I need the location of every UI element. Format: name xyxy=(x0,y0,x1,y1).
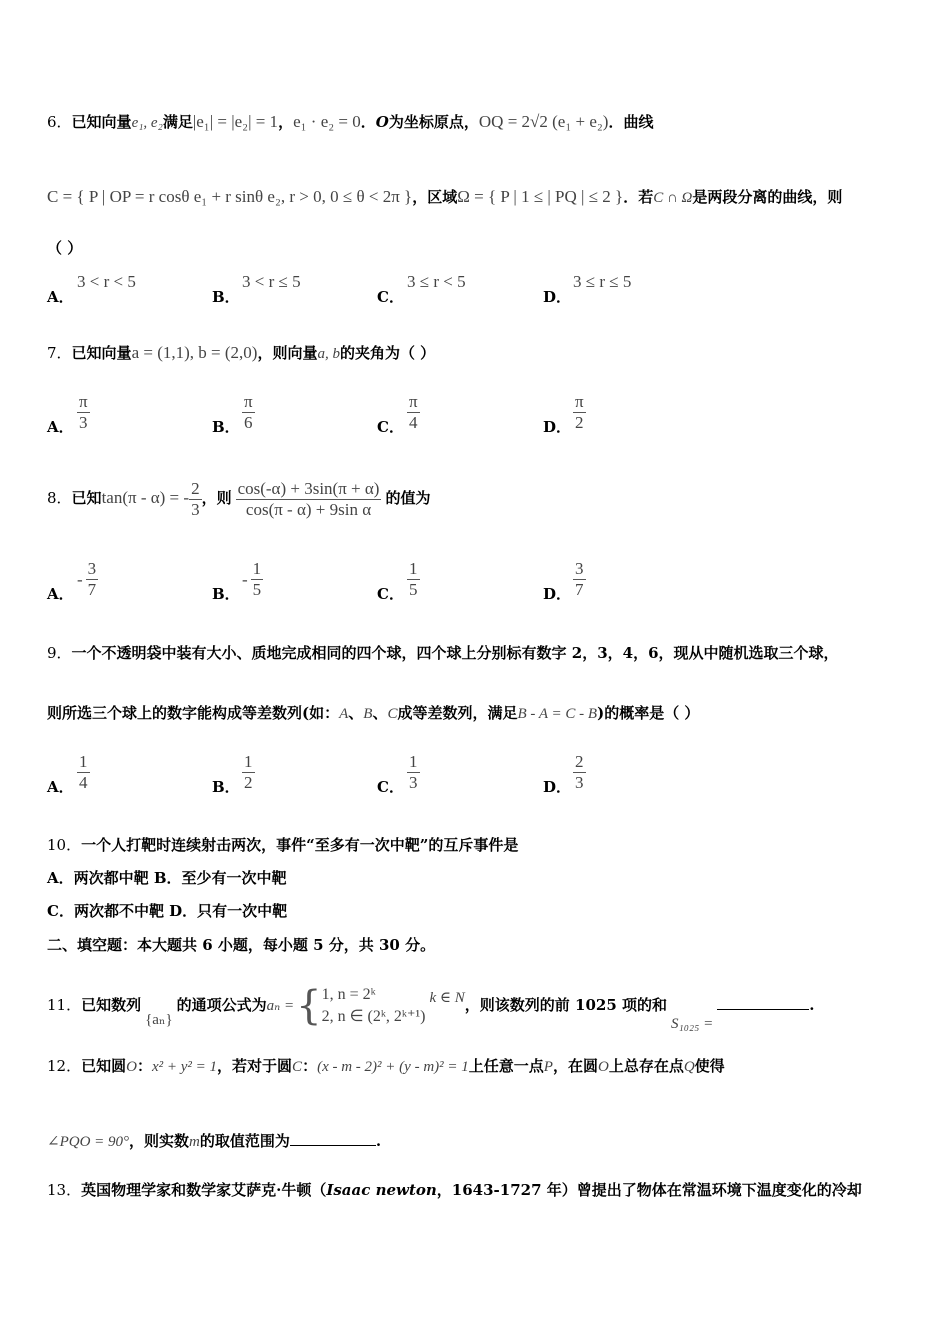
math: Q xyxy=(683,1059,695,1075)
text: ，则实数 xyxy=(129,1132,190,1150)
option-value: 3 ≤ r ≤ 5 xyxy=(573,272,632,291)
fraction xyxy=(251,559,264,600)
option-label: C． xyxy=(377,288,404,306)
option-label: A． xyxy=(47,778,74,796)
fraction xyxy=(407,559,420,600)
fraction xyxy=(236,479,382,520)
question-10-line xyxy=(47,835,518,855)
text: 一个人打靶时连续射击两次，事件“至多有一次中靶”的互斥事件是 xyxy=(81,836,519,854)
option-label: B． xyxy=(212,585,240,603)
text: ，若对于圆 xyxy=(217,1057,293,1075)
text: )的概率是（ ） xyxy=(597,704,700,722)
text: ： xyxy=(136,1057,152,1075)
question-6-line-1 xyxy=(47,112,653,133)
text: . xyxy=(375,1132,382,1150)
text: 已知向量 xyxy=(71,113,132,131)
math: C = { P | OP = r cosθ e₁ + r sinθ e₂, r > 0, 0 ≤ θ < 2π } xyxy=(47,187,413,206)
text: 则所选三个球上的数字能构成等差数列(如： xyxy=(47,704,340,722)
numerator: cos(-α) + 3sin(π + α) xyxy=(237,478,380,498)
option-label: B． xyxy=(212,778,240,796)
text: 的值为 xyxy=(385,489,431,507)
numerator: 1 xyxy=(409,752,418,771)
math: ∠PQO = 90° xyxy=(47,1134,130,1150)
text: O xyxy=(375,113,389,131)
option-label: D． xyxy=(543,288,572,306)
denominator: 5 xyxy=(252,580,262,599)
text: 、 xyxy=(372,704,388,722)
denominator: 4 xyxy=(409,413,418,432)
option-value: 3 < r ≤ 5 xyxy=(242,272,301,291)
option-value: 3 < r < 5 xyxy=(77,272,136,291)
fraction xyxy=(407,392,420,433)
question-7-line xyxy=(47,343,435,364)
denominator: 6 xyxy=(244,413,253,432)
answer-blank[interactable] xyxy=(717,1009,809,1010)
text: 已知圆 xyxy=(81,1057,127,1075)
math: C xyxy=(387,706,398,722)
option-label: B． xyxy=(212,288,240,306)
text: ，1643-1727 年）曾提出了物体在常温环境下温度变化的冷却 xyxy=(436,1181,862,1199)
text: 英国物理学家和数学家艾萨克·牛顿（ xyxy=(81,1181,327,1199)
denominator: 2 xyxy=(575,413,584,432)
text: 成等差数列，满足 xyxy=(397,704,518,722)
math: m xyxy=(189,1134,200,1150)
math: e₁ · e₂ = 0 xyxy=(293,112,361,131)
denominator: cos(π - α) + 9sin α xyxy=(245,499,372,519)
math: (x - m - 2)² + (y - m)² = 1 xyxy=(317,1059,469,1075)
sign: - xyxy=(77,569,83,589)
math: A xyxy=(339,706,349,722)
math: S₁₀₂₅ = xyxy=(671,1016,714,1032)
text: 已知向量 xyxy=(71,344,132,362)
text: 满足 xyxy=(162,113,193,131)
option-label: C． xyxy=(377,778,404,796)
left-brace: { xyxy=(296,983,322,1029)
numerator: π xyxy=(409,392,418,411)
option-label: D． xyxy=(543,418,572,436)
option-value: 3 ≤ r < 5 xyxy=(407,272,466,291)
text: ． xyxy=(360,113,376,131)
text: ，在圆 xyxy=(552,1057,598,1075)
numerator: 1 xyxy=(409,559,418,578)
math: {aₙ} xyxy=(145,1012,173,1028)
text: ，则 xyxy=(201,489,232,507)
question-13-line xyxy=(47,1180,862,1200)
question-9-line-2 xyxy=(47,703,699,724)
question-8-options xyxy=(47,559,907,619)
text: 、 xyxy=(348,704,364,722)
text: 的通项公式为 xyxy=(176,996,267,1014)
question-number: 7． xyxy=(47,344,72,362)
fraction xyxy=(189,479,202,520)
denominator: 5 xyxy=(409,580,418,599)
numerator: 3 xyxy=(87,559,97,578)
question-6-paren xyxy=(47,238,82,258)
text: 上总存在点 xyxy=(608,1057,684,1075)
text: . xyxy=(809,996,815,1014)
question-12-line-1 xyxy=(47,1056,725,1077)
numerator: 1 xyxy=(244,752,253,771)
question-7-options xyxy=(47,392,907,452)
math: aₙ = xyxy=(266,998,295,1014)
math: OQ = 2√2 (e₁ + e₂) xyxy=(478,112,609,131)
option-label: A． xyxy=(47,418,74,436)
fraction xyxy=(77,392,90,433)
fraction xyxy=(573,752,586,793)
section-heading xyxy=(47,935,435,955)
numerator: 2 xyxy=(191,478,200,498)
text: 的取值范围为 xyxy=(199,1132,290,1150)
fraction xyxy=(573,392,586,433)
question-10-options-row-2 xyxy=(47,901,287,921)
text: 上任意一点 xyxy=(468,1057,544,1075)
numerator: 1 xyxy=(79,752,88,771)
sign: - xyxy=(242,569,248,589)
question-number: 9． xyxy=(47,644,72,662)
math: O xyxy=(597,1059,609,1075)
section-title: 二、填空题：本大题共 6 小题，每小题 5 分，共 30 分。 xyxy=(47,936,436,954)
numerator: π xyxy=(79,392,88,411)
math: C xyxy=(292,1059,303,1075)
text: ： xyxy=(302,1057,318,1075)
text: ．若 xyxy=(623,188,654,206)
text: 已知 xyxy=(71,489,102,507)
math: Ω = { P | 1 ≤ | PQ | ≤ 2 } xyxy=(457,187,624,206)
fraction xyxy=(407,752,420,793)
question-9-options xyxy=(47,752,907,812)
answer-paren: （ ） xyxy=(47,239,83,257)
text: 一个不透明袋中装有大小、质地完成相同的四个球，四个球上分别标有数字 2，3，4，6，现从中随机选取三个球， xyxy=(71,644,839,662)
fraction xyxy=(86,559,99,600)
option-label: A． xyxy=(47,288,74,306)
answer-blank[interactable] xyxy=(290,1145,376,1146)
numerator: 3 xyxy=(575,559,584,578)
text: ．曲线 xyxy=(608,113,654,131)
math: P xyxy=(543,1059,553,1075)
text: 是两段分离的曲线，则 xyxy=(692,188,843,206)
option-label: D． xyxy=(543,778,572,796)
text: ，则该数列的前 1025 项的和 xyxy=(464,996,667,1014)
fraction xyxy=(77,752,90,793)
option-label: A． xyxy=(47,585,74,603)
text: 使得 xyxy=(694,1057,725,1075)
case-1: 1, n = 2ᵏ xyxy=(321,986,376,1003)
question-8-line xyxy=(47,476,430,520)
denominator: 7 xyxy=(87,580,97,599)
numerator: 2 xyxy=(575,752,584,771)
question-6-options xyxy=(47,270,907,330)
question-9-line-1 xyxy=(47,643,839,663)
denominator: 7 xyxy=(575,580,584,599)
piecewise-cases xyxy=(322,984,426,1028)
option-label: C． xyxy=(377,418,404,436)
question-10-options-row-1 xyxy=(47,868,287,888)
denominator: 3 xyxy=(409,773,418,792)
text: ，区域 xyxy=(412,188,458,206)
math: |e₁| = |e₂| = 1 xyxy=(192,112,279,131)
math: O xyxy=(126,1059,137,1075)
denominator: 4 xyxy=(79,773,88,792)
math: tan(π - α) = - xyxy=(101,488,190,507)
math: C ∩ Ω xyxy=(653,190,693,206)
options-text: C．两次都不中靶 D．只有一次中靶 xyxy=(47,902,288,920)
options-text: A．两次都中靶 B．至少有一次中靶 xyxy=(47,869,287,887)
math: x² + y² = 1 xyxy=(151,1059,218,1075)
text: 的夹角为（ ） xyxy=(339,344,436,362)
denominator: 2 xyxy=(244,773,253,792)
fraction xyxy=(242,392,255,433)
question-number: 8． xyxy=(47,489,72,507)
denominator: 3 xyxy=(191,499,200,519)
question-number: 6． xyxy=(47,113,72,131)
case-2: 2, n ∈ (2ᵏ, 2ᵏ⁺¹) xyxy=(321,1008,426,1025)
text: ， xyxy=(278,113,294,131)
math: e₁, e₂ xyxy=(131,115,163,131)
text: ，则向量 xyxy=(257,344,318,362)
option-label: B． xyxy=(212,418,240,436)
question-11-line xyxy=(47,968,814,1054)
fraction xyxy=(573,559,586,600)
denominator: 3 xyxy=(79,413,88,432)
question-number: 13． xyxy=(47,1181,82,1199)
math: B xyxy=(363,706,373,722)
question-6-line-2 xyxy=(47,187,842,208)
option-label: C． xyxy=(377,585,404,603)
numerator: π xyxy=(575,392,584,411)
math: B - A = C - B xyxy=(517,706,598,722)
question-number: 12． xyxy=(47,1057,82,1075)
math: k ∈ N xyxy=(429,990,465,1006)
text: 为坐标原点， xyxy=(388,113,479,131)
question-number: 10． xyxy=(47,836,82,854)
person-name: Isaac newton xyxy=(326,1181,437,1199)
denominator: 3 xyxy=(575,773,584,792)
question-number: 11． xyxy=(47,996,82,1014)
numerator: π xyxy=(244,392,253,411)
math: a = (1,1), b = (2,0) xyxy=(131,343,258,362)
math: a, b xyxy=(317,346,340,362)
question-12-line-2 xyxy=(47,1131,381,1152)
numerator: 1 xyxy=(252,559,262,578)
option-label: D． xyxy=(543,585,572,603)
fraction xyxy=(242,752,255,793)
text: 已知数列 xyxy=(81,996,142,1014)
